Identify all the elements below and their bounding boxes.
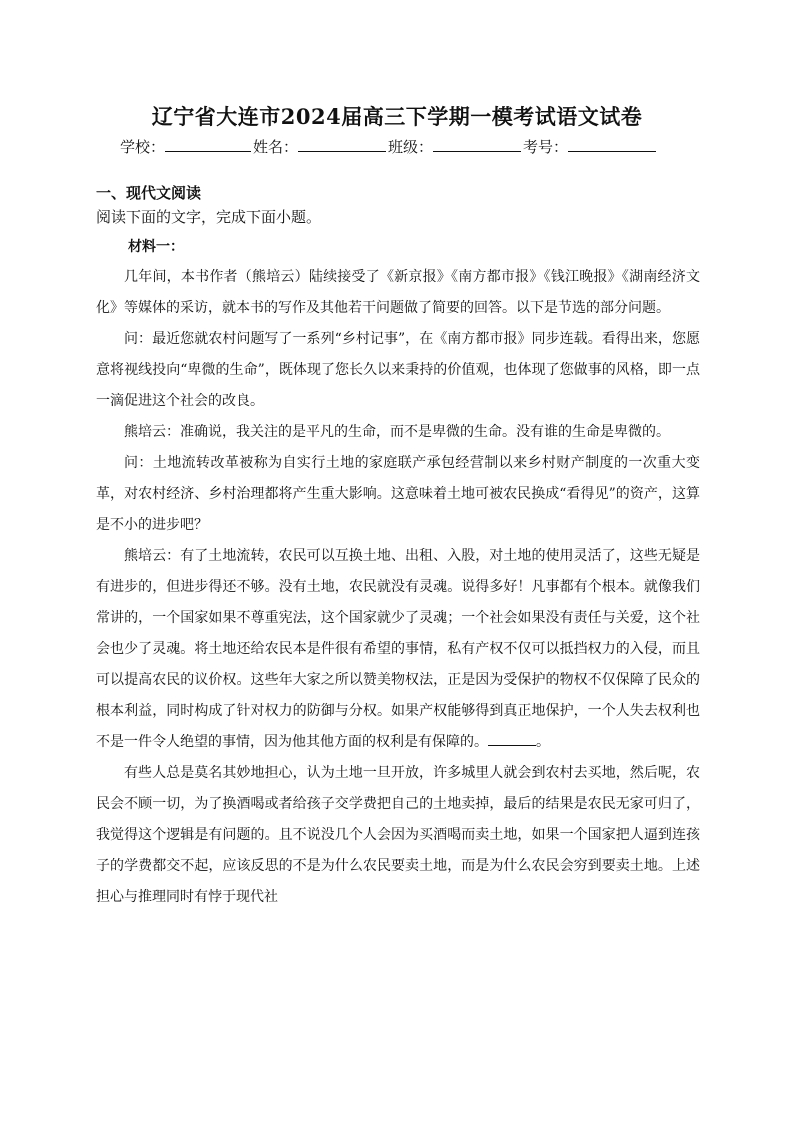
reading-passage [96, 262, 700, 913]
material-label: 材料一： [128, 239, 184, 255]
section-instruction: 阅读下面的文字，完成下面小题。 [96, 208, 322, 226]
number-label: 考号： [523, 138, 569, 156]
name-label: 姓名： [253, 138, 299, 156]
paragraph: 问：土地流转改革被称为自实行土地的家庭联产承包经营制以来乡村财产制度的一次重大变革，对农村经济、乡村治理都将产生重大影响。这意味着土地可被农民换成“看得见”的资产，这算是不小的进步吧？ [96, 455, 700, 533]
answer-blank[interactable] [488, 731, 536, 746]
student-info-line [120, 136, 658, 157]
paragraph: 问：最近您就农村问题写了一系列“乡村记事”，在《南方都市报》同步连载。看得出来，您愿意将视线投向“卑微的生命”，既体现了您长久以来秉持的价值观，也体现了您做事的风格，即一点一滴促进这个社会的改良。 [96, 331, 700, 409]
section-heading: 一、现代文阅读 [96, 184, 202, 202]
paragraph: 熊培云：准确说，我关注的是平凡的生命，而不是卑微的生命。没有谁的生命是卑微的。 [124, 424, 670, 440]
paragraph: 有些人总是莫名其妙地担心，认为土地一旦开放，许多城里人就会到农村去买地，然后呢，农民会不顾一切，为了换酒喝或者给孩子交学费把自己的土地卖掉，最后的结果是农民无家可归了，我觉得这个逻辑是有问题的。且不说没几个人会因为买酒喝而卖土地，如果一个国家把人逼到连孩子的学费都交不起，应该反思的不是为什么农民要卖土地，而是为什么农民会穷到要卖土地。上述担心与推理同时有悖于现代社 [96, 765, 700, 905]
class-label: 班级： [388, 138, 434, 156]
class-field[interactable] [433, 136, 521, 152]
name-field[interactable] [298, 136, 386, 152]
number-field[interactable] [568, 136, 656, 152]
paragraph-with-blank [96, 541, 700, 758]
exam-title: 辽宁省大连市2024届高三下学期一模考试语文试卷 [151, 104, 643, 129]
paragraph: 几年间，本书作者（熊培云）陆续接受了《新京报》《南方都市报》《钱江晚报》《湖南经济文化》等媒体的采访，就本书的写作及其他若干问题做了简要的回答。以下是节选的部分问题。 [96, 269, 700, 316]
paragraph-tail: 。 [536, 734, 550, 750]
paragraph-text: 熊培云：有了土地流转，农民可以互换土地、出租、入股，对土地的使用灵活了，这些无疑是有进步的，但进步得还不够。没有土地，农民就没有灵魂。说得多好！凡事都有个根本。就像我们常讲的，一个国家如果不尊重宪法，这个国家就少了灵魂；一个社会如果没有责任与关爱，这个社会也少了灵魂。将土地还给农民本是件很有希望的事情，私有产权不仅可以抵挡权力的入侵，而且可以提高农民的议价权。这些年大家之所以赞美物权法，正是因为受保护的物权不仅保障了民众的根本利益，同时构成了针对权力的防御与分权。如果产权能够得到真正地保护，一个人失去权利也不是一件令人绝望的事情，因为他其他方面的权利是有保障的。 [96, 548, 700, 750]
school-field[interactable] [165, 136, 251, 152]
school-label: 学校： [120, 138, 166, 156]
